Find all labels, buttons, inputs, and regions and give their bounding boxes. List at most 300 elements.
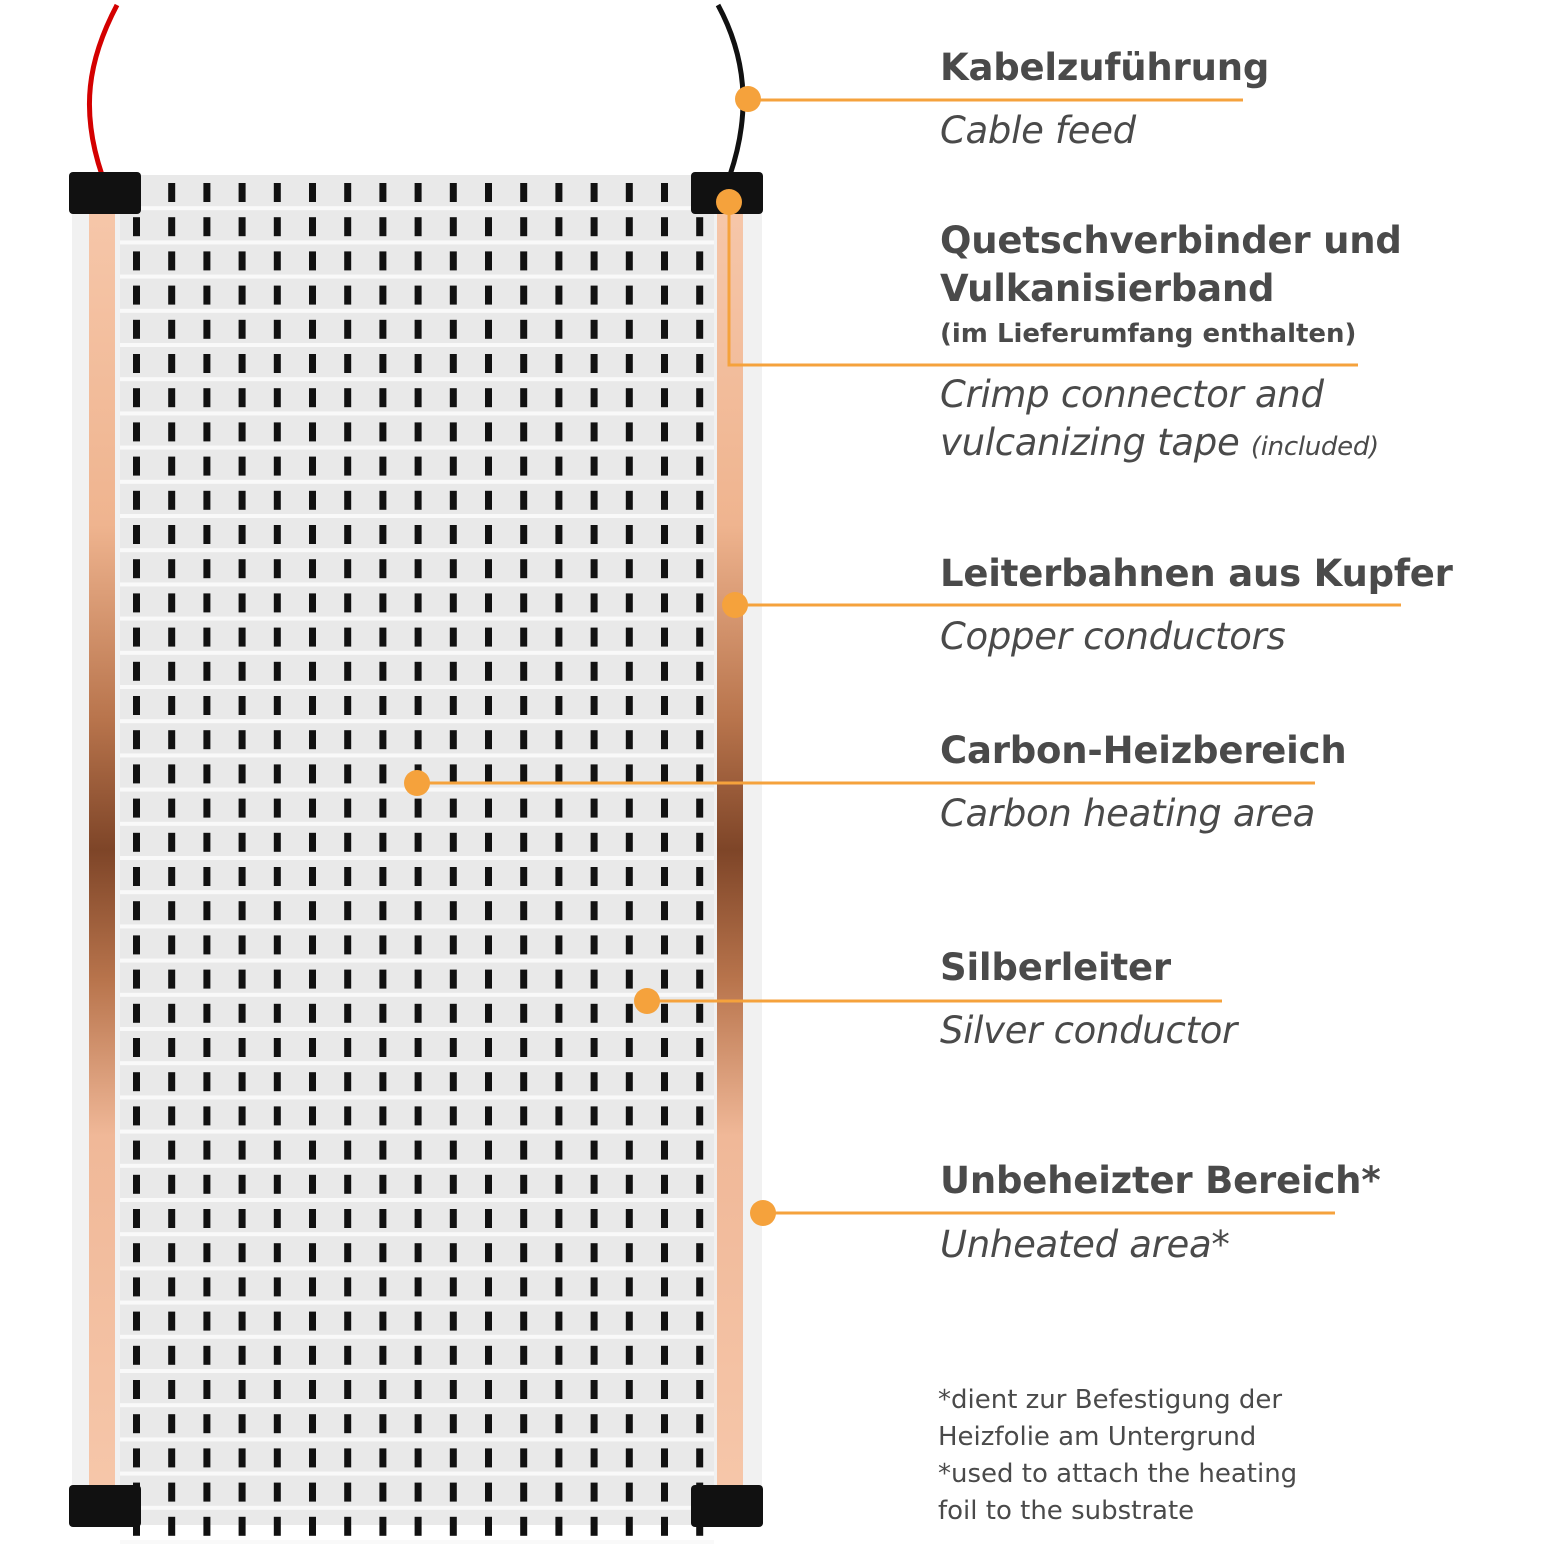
carbon-strip [379, 662, 386, 681]
carbon-strip [591, 799, 598, 818]
carbon-strip [239, 662, 246, 681]
carbon-strip [203, 1517, 210, 1536]
carbon-strip [626, 730, 633, 749]
foil-stripe [120, 856, 714, 860]
carbon-strip [555, 1312, 562, 1331]
carbon-strip [626, 1448, 633, 1467]
carbon-strip [555, 1414, 562, 1433]
carbon-strip [239, 491, 246, 510]
carbon-strip [309, 764, 316, 783]
carbon-strip [344, 1209, 351, 1228]
carbon-strip [379, 1448, 386, 1467]
label-crimp-en-line2 [940, 419, 1379, 467]
carbon-strip [450, 935, 457, 954]
carbon-strip [309, 970, 316, 989]
carbon-strip [344, 251, 351, 270]
carbon-strip [168, 559, 175, 578]
carbon-strip [203, 422, 210, 441]
carbon-strip [309, 320, 316, 339]
carbon-strip [168, 457, 175, 476]
foil-stripe [120, 1369, 714, 1373]
carbon-strip [203, 1277, 210, 1296]
carbon-strip [379, 183, 386, 202]
carbon-strip [661, 1175, 668, 1194]
carbon-strip [415, 696, 422, 715]
carbon-strip [379, 388, 386, 407]
label-crimp-de-line2: Vulkanisierband [940, 267, 1275, 310]
carbon-strip [133, 1004, 140, 1023]
carbon-strip [555, 286, 562, 305]
carbon-strip [661, 730, 668, 749]
carbon-strip [133, 867, 140, 886]
carbon-strip [661, 764, 668, 783]
carbon-strip [591, 286, 598, 305]
carbon-strip [309, 1175, 316, 1194]
carbon-strip [274, 1517, 281, 1536]
carbon-strip [239, 1175, 246, 1194]
carbon-strip [485, 1517, 492, 1536]
crimp-connector-bottom-left [69, 1485, 141, 1527]
carbon-strip [626, 1038, 633, 1057]
foil-stripe [120, 924, 714, 928]
carbon-strip [274, 525, 281, 544]
carbon-strip [450, 525, 457, 544]
carbon-strip [591, 251, 598, 270]
carbon-strip [344, 970, 351, 989]
carbon-strip [661, 1038, 668, 1057]
carbon-strip [520, 1072, 527, 1091]
carbon-strip [696, 286, 703, 305]
carbon-strip [274, 901, 281, 920]
carbon-strip [379, 422, 386, 441]
marker-dot-crimp [716, 189, 742, 215]
carbon-strip [379, 1414, 386, 1433]
marker-dot-copper [722, 592, 748, 618]
carbon-strip [626, 1072, 633, 1091]
carbon-strip [344, 217, 351, 236]
carbon-strip [379, 935, 386, 954]
carbon-strip [274, 1380, 281, 1399]
carbon-strip [274, 1175, 281, 1194]
carbon-strip [485, 935, 492, 954]
carbon-strip [591, 422, 598, 441]
carbon-strip [555, 559, 562, 578]
carbon-strip [133, 730, 140, 749]
carbon-strip [591, 696, 598, 715]
carbon-strip [133, 833, 140, 852]
carbon-strip [450, 183, 457, 202]
carbon-strip [555, 833, 562, 852]
copper-conductor-right [717, 200, 743, 1500]
carbon-strip [415, 1448, 422, 1467]
foil-stripe [120, 1095, 714, 1099]
carbon-strip [450, 1517, 457, 1536]
carbon-strip [661, 491, 668, 510]
carbon-strip [661, 1141, 668, 1160]
foil-stripe [120, 753, 714, 757]
carbon-strip [555, 628, 562, 647]
foil-stripe [120, 1130, 714, 1134]
carbon-strip [626, 183, 633, 202]
carbon-strip [485, 1004, 492, 1023]
carbon-strip [555, 1517, 562, 1536]
carbon-strip [168, 1175, 175, 1194]
label-carbon-en: Carbon heating area [940, 792, 1316, 835]
carbon-strip [555, 662, 562, 681]
carbon-strip [239, 935, 246, 954]
carbon-strip [239, 1414, 246, 1433]
carbon-strip [309, 525, 316, 544]
carbon-strip [344, 833, 351, 852]
carbon-strip [274, 1106, 281, 1125]
carbon-strip [239, 388, 246, 407]
carbon-strip [344, 1346, 351, 1365]
carbon-strip [626, 1277, 633, 1296]
carbon-strip [591, 1038, 598, 1057]
carbon-strip [309, 183, 316, 202]
crimp-connector-top-left [69, 172, 141, 214]
carbon-strip [661, 1277, 668, 1296]
carbon-strip [133, 1312, 140, 1331]
carbon-strip [133, 1106, 140, 1125]
carbon-strip [661, 183, 668, 202]
carbon-strip [696, 867, 703, 886]
carbon-strip [696, 593, 703, 612]
carbon-strip [344, 388, 351, 407]
carbon-strip [661, 1106, 668, 1125]
carbon-strip [344, 901, 351, 920]
carbon-strip [520, 1243, 527, 1262]
carbon-strip [626, 867, 633, 886]
carbon-strip [591, 354, 598, 373]
carbon-strip [203, 1209, 210, 1228]
carbon-strip [133, 1072, 140, 1091]
carbon-strip [696, 730, 703, 749]
carbon-strip [379, 491, 386, 510]
carbon-strip [133, 491, 140, 510]
carbon-strip [274, 730, 281, 749]
carbon-strip [626, 491, 633, 510]
carbon-strip [168, 1243, 175, 1262]
carbon-strip [626, 1209, 633, 1228]
carbon-strip [450, 251, 457, 270]
carbon-strip [309, 251, 316, 270]
carbon-strip [661, 628, 668, 647]
carbon-strip [168, 354, 175, 373]
carbon-strip [309, 1072, 316, 1091]
carbon-strip [661, 1312, 668, 1331]
carbon-strip [379, 1072, 386, 1091]
carbon-strip [591, 764, 598, 783]
carbon-strip [344, 867, 351, 886]
carbon-strip [555, 491, 562, 510]
carbon-strip [344, 1106, 351, 1125]
carbon-strip [133, 1038, 140, 1057]
carbon-strip [696, 833, 703, 852]
carbon-strip [591, 1175, 598, 1194]
carbon-strip [450, 593, 457, 612]
carbon-strip [203, 286, 210, 305]
foil-stripe [120, 719, 714, 723]
marker-dot-carbon [404, 770, 430, 796]
carbon-strip [450, 764, 457, 783]
carbon-strip [379, 1517, 386, 1536]
carbon-strip [379, 1243, 386, 1262]
foil-stripe [120, 206, 714, 210]
carbon-strip [274, 593, 281, 612]
carbon-strip [626, 1004, 633, 1023]
carbon-strip [379, 730, 386, 749]
carbon-strip [520, 662, 527, 681]
carbon-strip [133, 1175, 140, 1194]
carbon-strip [520, 1448, 527, 1467]
carbon-strip [415, 1243, 422, 1262]
marker-dot-cable-feed [735, 86, 761, 112]
carbon-strip [203, 1141, 210, 1160]
carbon-strip [626, 1346, 633, 1365]
carbon-strip [520, 1209, 527, 1228]
carbon-strip [379, 1380, 386, 1399]
carbon-strip [485, 1072, 492, 1091]
carbon-strip [696, 1243, 703, 1262]
carbon-strip [203, 867, 210, 886]
carbon-strip [415, 935, 422, 954]
carbon-strip [450, 491, 457, 510]
foil-stripe [120, 514, 714, 518]
label-crimp-en-line1: Crimp connector and [940, 373, 1324, 416]
carbon-strip [696, 1380, 703, 1399]
carbon-strip [309, 1483, 316, 1502]
carbon-strip [239, 833, 246, 852]
foil-stripe [120, 1301, 714, 1305]
carbon-strip [520, 799, 527, 818]
foil-stripe [120, 617, 714, 621]
carbon-strip [485, 1277, 492, 1296]
label-silver-en: Silver conductor [940, 1009, 1237, 1052]
carbon-strip [520, 867, 527, 886]
carbon-strip [591, 183, 598, 202]
carbon-strip [661, 559, 668, 578]
carbon-strip [168, 1448, 175, 1467]
carbon-strip [274, 388, 281, 407]
carbon-strip [239, 457, 246, 476]
carbon-strip [415, 593, 422, 612]
carbon-strip [203, 251, 210, 270]
carbon-strip [626, 457, 633, 476]
carbon-strip [696, 799, 703, 818]
carbon-strip [239, 354, 246, 373]
foil-stripe [120, 822, 714, 826]
carbon-strip [274, 1312, 281, 1331]
carbon-strip [168, 251, 175, 270]
carbon-strip [133, 1380, 140, 1399]
carbon-strip [485, 354, 492, 373]
carbon-strip [555, 251, 562, 270]
carbon-strip [520, 1312, 527, 1331]
carbon-strip [450, 799, 457, 818]
carbon-strip [344, 662, 351, 681]
carbon-strip [626, 935, 633, 954]
carbon-strip [379, 1483, 386, 1502]
carbon-strip [309, 354, 316, 373]
carbon-strip [203, 1346, 210, 1365]
carbon-strip [203, 1004, 210, 1023]
carbon-strip [520, 1517, 527, 1536]
label-silver-de: Silberleiter [940, 946, 1171, 989]
carbon-strip [661, 1380, 668, 1399]
foil-stripe [120, 240, 714, 244]
carbon-strip [415, 354, 422, 373]
carbon-strip [591, 491, 598, 510]
foil-stripe [120, 1164, 714, 1168]
foil-stripe [120, 548, 714, 552]
carbon-strip [344, 764, 351, 783]
carbon-strip [239, 217, 246, 236]
carbon-strip [485, 1483, 492, 1502]
carbon-strip [696, 354, 703, 373]
carbon-strip [203, 1414, 210, 1433]
carbon-strip [520, 833, 527, 852]
foil-stripe [120, 1232, 714, 1236]
carbon-strip [168, 833, 175, 852]
carbon-strip [168, 799, 175, 818]
carbon-strip [168, 422, 175, 441]
carbon-strip [450, 1277, 457, 1296]
carbon-strip [520, 593, 527, 612]
carbon-strip [415, 1072, 422, 1091]
carbon-strip [555, 1277, 562, 1296]
carbon-strip [591, 1004, 598, 1023]
carbon-strip [309, 867, 316, 886]
carbon-strip [626, 1243, 633, 1262]
carbon-strip [626, 799, 633, 818]
carbon-strip [591, 1106, 598, 1125]
carbon-strip [203, 388, 210, 407]
carbon-strip [309, 593, 316, 612]
carbon-strip [485, 628, 492, 647]
carbon-strip [168, 593, 175, 612]
carbon-strip [591, 867, 598, 886]
carbon-strip [379, 970, 386, 989]
foil-stripe [120, 275, 714, 279]
carbon-strip [274, 251, 281, 270]
carbon-strip [520, 1380, 527, 1399]
carbon-strip [450, 286, 457, 305]
carbon-strip [379, 286, 386, 305]
carbon-strip [239, 1380, 246, 1399]
carbon-strip [520, 491, 527, 510]
carbon-strip [591, 1414, 598, 1433]
carbon-strip [133, 1414, 140, 1433]
carbon-strip [415, 183, 422, 202]
carbon-strip [203, 1038, 210, 1057]
carbon-strip [168, 388, 175, 407]
carbon-strip [274, 970, 281, 989]
carbon-strip [661, 696, 668, 715]
carbon-strip [203, 662, 210, 681]
carbon-strip [696, 217, 703, 236]
foil-stripe [120, 377, 714, 381]
carbon-strip [485, 970, 492, 989]
carbon-strip [344, 1175, 351, 1194]
carbon-strip [450, 730, 457, 749]
carbon-strip [203, 457, 210, 476]
carbon-strip [239, 286, 246, 305]
carbon-strip [274, 183, 281, 202]
carbon-strip [203, 354, 210, 373]
carbon-strip [415, 901, 422, 920]
carbon-strip [415, 251, 422, 270]
carbon-strip [239, 764, 246, 783]
label-cable-feed-en: Cable feed [940, 109, 1136, 152]
carbon-strip [133, 388, 140, 407]
carbon-strip [555, 901, 562, 920]
carbon-strip [626, 1106, 633, 1125]
carbon-strip [239, 251, 246, 270]
carbon-strip [133, 320, 140, 339]
carbon-strip [415, 1517, 422, 1536]
carbon-strip [520, 559, 527, 578]
carbon-strip [239, 1277, 246, 1296]
carbon-strip [520, 1175, 527, 1194]
carbon-strip [379, 525, 386, 544]
carbon-strip [696, 1448, 703, 1467]
carbon-strip [415, 1380, 422, 1399]
carbon-strip [626, 901, 633, 920]
carbon-strip [344, 1448, 351, 1467]
carbon-strip [133, 662, 140, 681]
carbon-strip [520, 286, 527, 305]
carbon-strip [555, 183, 562, 202]
carbon-strip [133, 559, 140, 578]
carbon-strip [203, 320, 210, 339]
carbon-strip [344, 286, 351, 305]
label-crimp-de-line1: Quetschverbinder und [940, 219, 1402, 262]
carbon-strip [661, 1004, 668, 1023]
footnote-de-line1: *dient zur Befestigung der [938, 1385, 1283, 1415]
carbon-strip [555, 799, 562, 818]
carbon-strip [274, 491, 281, 510]
carbon-strip [450, 696, 457, 715]
carbon-strip [379, 833, 386, 852]
carbon-strip [626, 525, 633, 544]
carbon-strip [661, 1483, 668, 1502]
carbon-strip [274, 1072, 281, 1091]
carbon-strip [415, 1209, 422, 1228]
carbon-strip [520, 970, 527, 989]
carbon-strip [696, 1209, 703, 1228]
carbon-strip [309, 491, 316, 510]
carbon-strip [379, 628, 386, 647]
carbon-strip [379, 799, 386, 818]
carbon-strip [133, 970, 140, 989]
carbon-strip [555, 1209, 562, 1228]
carbon-strip [626, 559, 633, 578]
carbon-strip [344, 1380, 351, 1399]
carbon-strip [415, 833, 422, 852]
carbon-strip [661, 525, 668, 544]
carbon-strip [203, 491, 210, 510]
label-crimp-en-note: (included) [1250, 432, 1379, 462]
carbon-strip [591, 628, 598, 647]
carbon-strip [485, 1106, 492, 1125]
carbon-strip [555, 867, 562, 886]
carbon-strip [520, 1346, 527, 1365]
carbon-strip [485, 799, 492, 818]
label-unheated-de: Unbeheizter Bereich* [940, 1159, 1381, 1202]
carbon-strip [168, 867, 175, 886]
carbon-strip [696, 764, 703, 783]
